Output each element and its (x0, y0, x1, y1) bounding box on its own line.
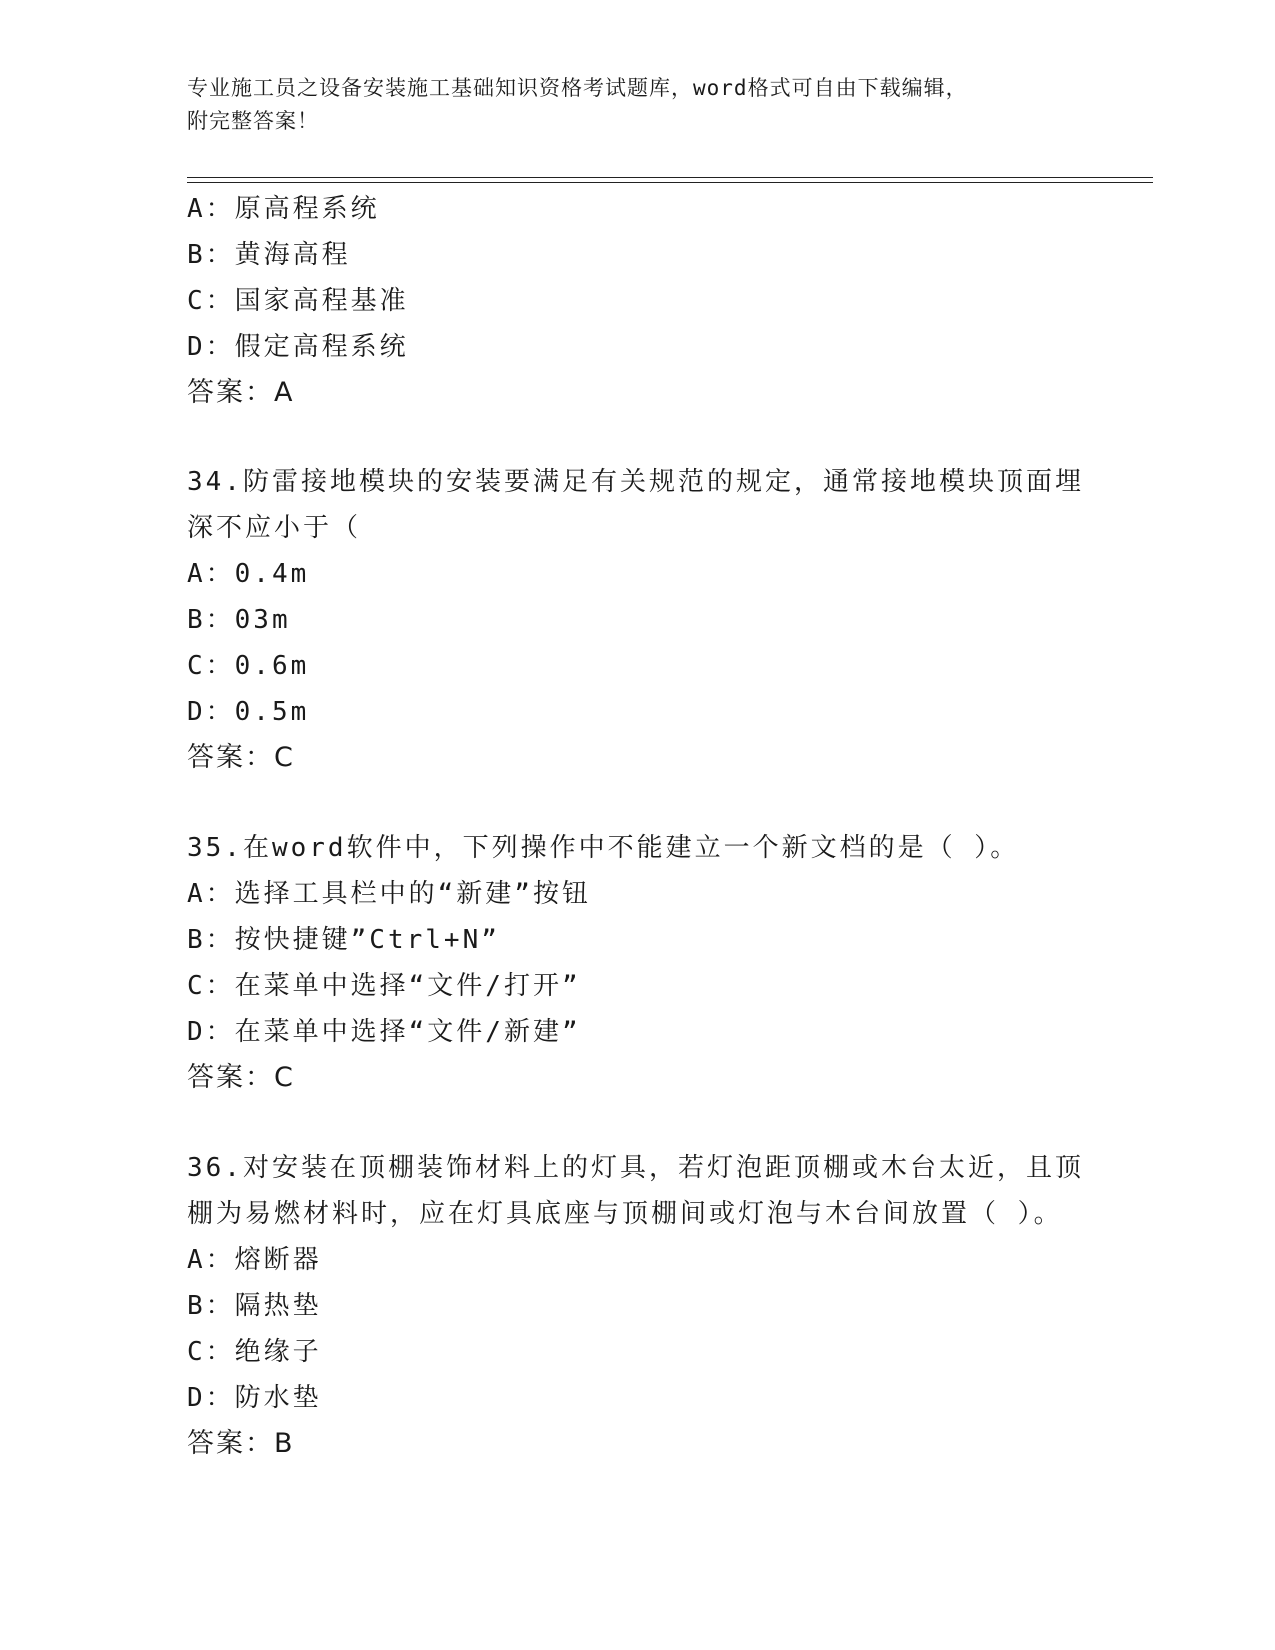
option-d: D：假定高程系统 (187, 332, 409, 362)
document-header (187, 72, 1067, 138)
answer: 答案：A (187, 377, 295, 408)
header-divider-bottom (187, 182, 1153, 183)
option-a: A：0.4m (187, 559, 310, 589)
option-a: A：熔断器 (187, 1245, 322, 1275)
answer: 答案：B (187, 1428, 295, 1459)
option-c: C：绝缘子 (187, 1337, 322, 1367)
header-line-2: 附完整答案！ (187, 109, 319, 133)
option-d: D：在菜单中选择“文件/新建” (187, 1017, 581, 1047)
question-33 (187, 186, 1087, 416)
header-line-1: 专业施工员之设备安装施工基础知识资格考试题库，word格式可自由下载编辑， (187, 76, 968, 100)
question-35 (187, 825, 1087, 1101)
answer: 答案：C (187, 1062, 295, 1093)
option-c: C：国家高程基准 (187, 286, 409, 316)
option-d: D：防水垫 (187, 1383, 322, 1413)
question-stem-line-1: 34.防雷接地模块的安装要满足有关规范的规定，通常接地模块顶面埋 (187, 467, 1084, 497)
option-c: C：在菜单中选择“文件/打开” (187, 971, 581, 1001)
question-36 (187, 1145, 1087, 1467)
option-b: B：按快捷键”Ctrl+N” (187, 925, 500, 955)
answer: 答案：C (187, 742, 295, 773)
question-stem-line-1: 35.在word软件中，下列操作中不能建立一个新文档的是（ ）。 (187, 833, 1020, 863)
option-a: A：原高程系统 (187, 194, 380, 224)
option-b: B：03m (187, 605, 291, 635)
question-34 (187, 459, 1087, 781)
option-c: C：0.6m (187, 651, 310, 681)
question-stem-line-2: 棚为易燃材料时，应在灯具底座与顶棚间或灯泡与木台间放置（ ）。 (187, 1199, 1063, 1229)
option-d: D：0.5m (187, 697, 310, 727)
header-divider-top (187, 177, 1153, 178)
question-stem-line-2: 深不应小于（ (187, 513, 362, 543)
option-b: B：隔热垫 (187, 1291, 322, 1321)
option-b: B：黄海高程 (187, 240, 351, 270)
question-stem-line-1: 36.对安装在顶棚装饰材料上的灯具，若灯泡距顶棚或木台太近，且顶 (187, 1153, 1084, 1183)
option-a: A：选择工具栏中的“新建”按钮 (187, 879, 591, 909)
